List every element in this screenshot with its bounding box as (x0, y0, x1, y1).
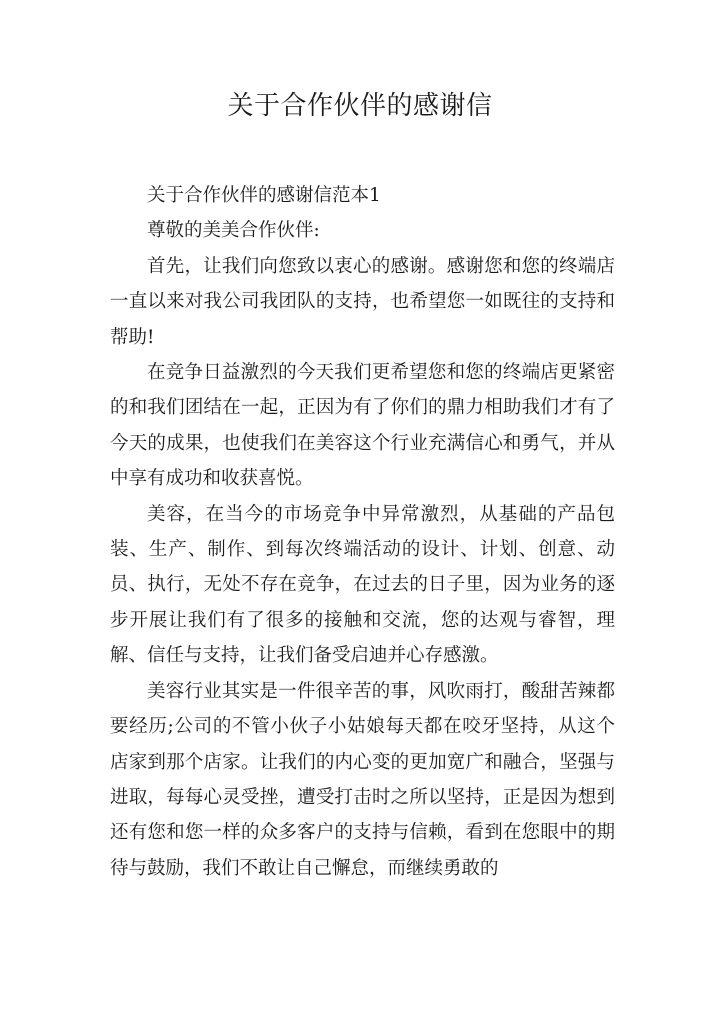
body-paragraph: 在竞争日益激烈的今天我们更希望您和您的终端店更紧密的和我们团结在一起，正因为有了你们的鼎力相助我们才有了今天的成果，也使我们在美容这个行业充满信心和勇气，并从中享有成功和收获喜悦。 (110, 362, 615, 490)
body-paragraph: 美容行业其实是一件很辛苦的事，风吹雨打，酸甜苦辣都要经历;公司的不管小伙子小姑娘每天都在咬牙坚持，从这个店家到那个店家。让我们的内心变的更加宽广和融合，坚强与进取，每每心灵受挫，遭受打击时之所以坚持，正是因为想到还有您和您一样的众多客户的支持与信赖，看到在您眼中的期待与鼓励，我们不敢让自己懈怠，而继续勇敢的 (110, 680, 615, 879)
body-paragraph: 首先，让我们向您致以衷心的感谢。感谢您和您的终端店一直以来对我公司我团队的支持，也希望您一如既往的支持和帮助! (110, 255, 615, 348)
salutation-paragraph: 尊敬的美美合作伙伴: (147, 220, 320, 242)
document-body (110, 178, 615, 886)
document-title: 关于合作伙伴的感谢信 (227, 91, 493, 121)
subtitle-paragraph: 关于合作伙伴的感谢信范本1 (147, 185, 381, 206)
body-paragraph: 美容，在当今的市场竞争中异常激烈，从基础的产品包装、生产、制作、到每次终端活动的设计、计划、创意、动员、执行，无处不存在竞争，在过去的日子里，因为业务的逐步开展让我们有了很多的接触和交流，您的达观与睿智，理解、信任与支持，让我们备受启迪并心存感激。 (110, 503, 615, 667)
